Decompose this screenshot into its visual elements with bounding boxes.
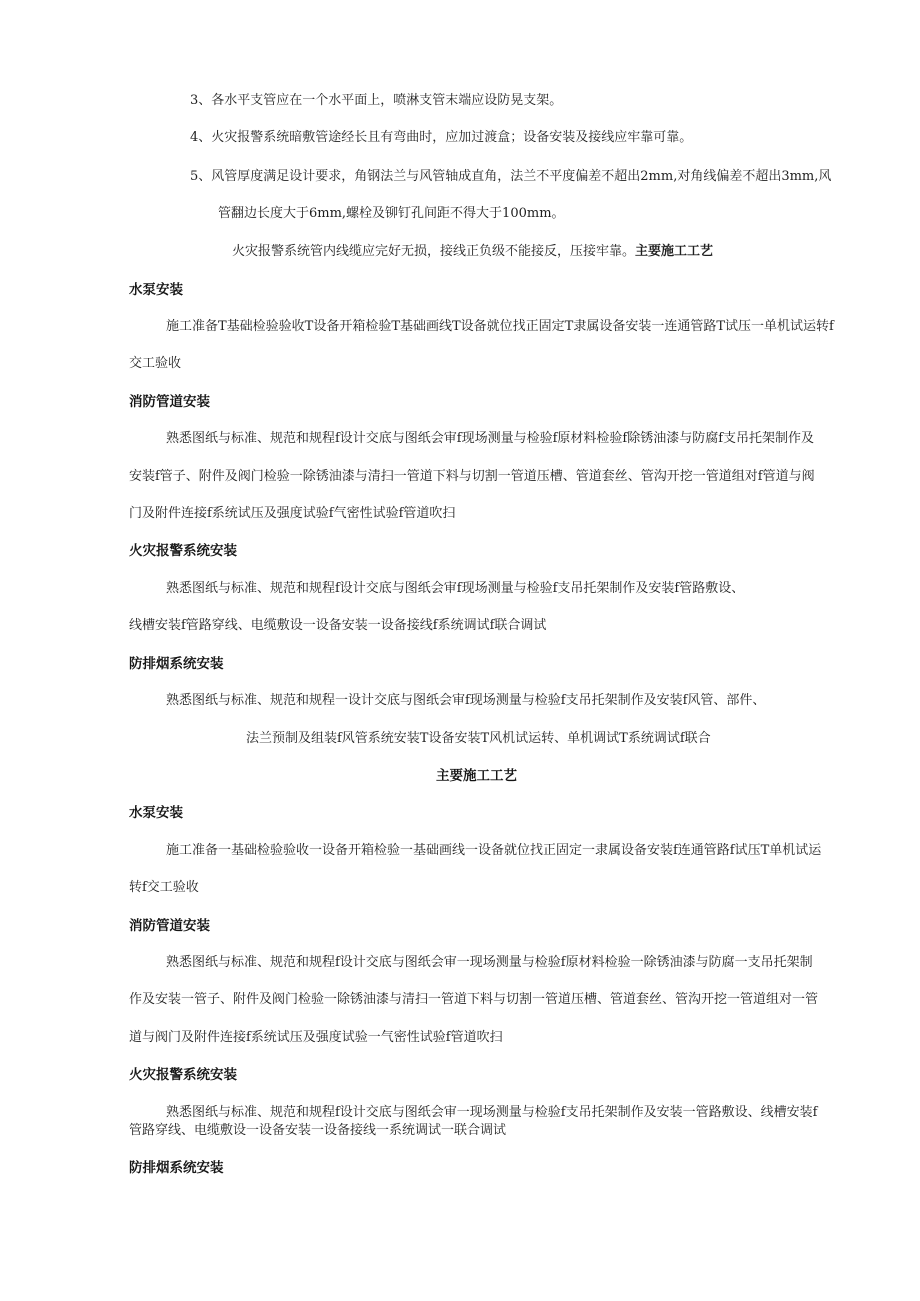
fire-alarm-note [232,243,713,261]
pump-heading-b: 水泵安装 [129,805,183,821]
item-3: 3、各水平支管应在一个水平面上，喷淋支管末端应设防晃支架。 [190,93,563,108]
pump-line-2-b: 转f交工验收 [129,880,199,895]
item-5-line-2: 管翻边长度大于6mm,螺栓及铆钉孔间距不得大于100mm。 [218,206,565,221]
pipe-heading-b: 消防管道安装 [129,918,210,934]
smoke-heading-a: 防排烟系统安装 [129,656,224,672]
pipe-line-3-b: 道与阀门及附件连接f系统试压及强度试验一气密性试验f管道吹扫 [129,1030,503,1045]
alarm-line-2-b: 管路穿线、电缆敷设一设备安装一设备接线一系统调试一联合调试 [129,1123,507,1138]
pipe-line-1-a: 熟悉图纸与标准、规范和规程f设计交底与图纸会审f现场测量与检验f原材料检验f除锈油漆与防腐f支吊托架制作及 [166,431,815,446]
alarm-heading-b: 火灾报警系统安装 [129,1067,237,1083]
alarm-heading-a: 火灾报警系统安装 [129,543,237,559]
smoke-line-1-a: 熟悉图纸与标准、规范和规程一设计交底与图纸会审f现场测量与检验f支吊托架制作及安装f风管、部件、 [166,693,766,708]
pipe-line-2-b: 作及安装一管子、附件及阀门检验一除锈油漆与清扫一管道下料与切割一管道压槽、管道套丝、管沟开挖一管道组对一管 [129,992,819,1007]
alarm-line-1-b: 熟悉图纸与标准、规范和规程f设计交底与图纸会审一现场测量与检验f支吊托架制作及安装一管路敷设、线槽安装f [166,1105,818,1120]
pipe-line-1-b: 熟悉图纸与标准、规范和规程f设计交底与图纸会审一现场测量与检验f原材料检验一除锈油漆与防腐一支吊托架制 [166,955,813,970]
alarm-line-2-a: 线槽安装f管路穿线、电缆敷设一设备安装一设备接线f系统调试f联合调试 [129,618,547,633]
smoke-line-2-a: 法兰预制及组装f风管系统安装T设备安装T风机试运转、单机调试T系统调试f联合 [246,731,711,746]
pump-line-2-a: 交工验收 [129,356,182,371]
fire-alarm-note-text: 火灾报警系统管内线缆应完好无损，接线正负级不能接反，压接牢靠。 [232,244,636,259]
smoke-heading-b: 防排烟系统安装 [129,1160,224,1176]
pipe-line-3-a: 门及附件连接f系统试压及强度试验f气密性试验f管道吹扫 [129,506,456,521]
pipe-heading-a: 消防管道安装 [129,394,210,410]
pipe-line-2-a: 安装f管子、附件及阀门检验一除锈油漆与清扫一管道下料与切割一管道压槽、管道套丝、管沟开挖一管道组对f管道与阀 [129,469,815,484]
pump-line-1-a: 施工准备T基础检验验收T设备开箱检验T基础画线T设备就位找正固定T隶属设备安装一连通管路T试压一单机试运转f [166,319,834,334]
item-5-line-1: 5、风管厚度满足设计要求，角钢法兰与风管轴成直角，法兰不平度偏差不超出2mm,对角线偏差不超出3mm,风 [190,169,832,184]
section-b-title: 主要施工工艺 [436,768,517,784]
pump-heading-a: 水泵安装 [129,282,183,298]
item-4: 4、火灾报警系统暗敷管途经长且有弯曲时，应加过渡盒；设备安装及接线应牢靠可靠。 [190,130,693,145]
inline-heading: 主要施工工艺 [635,244,714,259]
pump-line-1-b: 施工准备一基础检验验收一设备开箱检验一基础画线一设备就位找正固定一隶属设备安装f连通管路f试压T单机试运 [166,843,822,858]
alarm-line-1-a: 熟悉图纸与标准、规范和规程f设计交底与图纸会审f现场测量与检验f支吊托架制作及安装f管路敷设、 [166,581,745,596]
